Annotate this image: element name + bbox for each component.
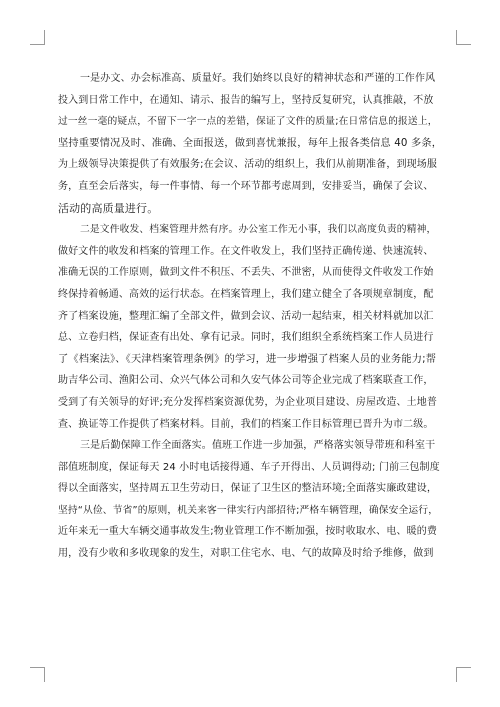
text-line: 得以全面落实，坚持周五卫生劳动日，保证了卫生区的整洁环境;全面落实廉政建设， — [58, 483, 438, 495]
text-line: 受到了有关领导的好评;充分发挥档案资源优势，为企业项目建设、房屋改造、土地普 — [58, 396, 438, 408]
text-line: 过一丝一毫的疑点，不留下一字一点的差错，保证了文件的质量;在日常信息的报送上， — [58, 116, 438, 128]
text-line: 做好文件的收发和档案的管理工作。在文件收发上，我们坚持正确传递、快速流转、 — [58, 245, 434, 257]
text-line: 坚持“从俭、节省”的原则，机关来客一律实行内部招待;严格车辆管理，确保安全运行， — [58, 504, 439, 516]
crop-mark-bottom-right — [456, 667, 471, 682]
text-line: 了《档案法》、《天津档案管理条例》的学习，进一步增强了档案人员的业务能力;帮 — [58, 352, 437, 365]
text-line: 查、换证等工作提供了档案材料。目前，我们的档案工作目标管理已晋升为市二级。 — [58, 418, 434, 430]
text-line: 活动的高质量进行。 — [58, 201, 159, 215]
text-line: 三是后勤保障工作全面落实。值班工作进一步加强，严格落实领导带班和科室干 — [80, 440, 436, 452]
crop-mark-top-right — [456, 30, 471, 45]
paragraph-office-work — [58, 68, 442, 219]
crop-mark-top-left — [30, 30, 45, 45]
text-line: 助吉华公司、渔阳公司、众兴气体公司和久安气体公司等企业完成了档案联查工作， — [58, 375, 434, 387]
text-line: 务，直至会后落实，每一件事情、每一个环节都考虑周到，安排妥当，确保了会议、 — [58, 180, 434, 192]
paragraph-archives — [58, 219, 442, 435]
paragraph-logistics — [58, 435, 442, 565]
text-line: 准确无误的工作原则，做到文件不积压、不丢失、不泄密，从而使得文件收发工作始 — [58, 267, 434, 279]
text-line: 二是文件收发、档案管理井然有序。办公室工作无小事，我们以高度负责的精神， — [80, 224, 437, 236]
text-line: 齐了档案设施，整理汇编了全部文件，做到会议、活动一起结束，相关材料就加以汇 — [58, 310, 434, 322]
text-line: 近年来无一重大车辆交通事故发生;物业管理工作不断加强，按时收取水、电、暖的费 — [58, 526, 438, 538]
text-line: 一是办文、办会标准高、质量好。我们始终以良好的精神状态和严谨的工作作风 — [80, 73, 436, 84]
text-line: 为上级领导决策提供了有效服务;在会议、活动的组织上，我们从前期准备，到现场服 — [58, 159, 438, 171]
text-line: 总、立卷归档，保证查有出处、拿有记录。同时，我们组织全系统档案工作人员进行 — [58, 332, 434, 344]
text-line: 终保持着畅通、高效的运行状态。在档案管理上，我们建立健全了各项规章制度，配 — [58, 288, 434, 300]
text-line: 用，没有少收和多收现象的发生，对职工住宅水、电、气的故障及时给予维修，做到 — [58, 548, 434, 560]
text-line: 部值班制度，保证每天 24 小时电话接得通、车子开得出、人员调得动; 门前三包制度 — [58, 461, 440, 473]
text-line: 投入到日常工作中，在通知、请示、报告的编写上，坚持反复研究，认真推敲，不放 — [58, 94, 434, 106]
crop-mark-bottom-left — [30, 667, 45, 682]
text-line: 坚持重要情况及时、准确、全面报送，做到喜忧兼报，每年上报各类信息 40 多条， — [58, 136, 443, 149]
document-body — [58, 68, 442, 565]
